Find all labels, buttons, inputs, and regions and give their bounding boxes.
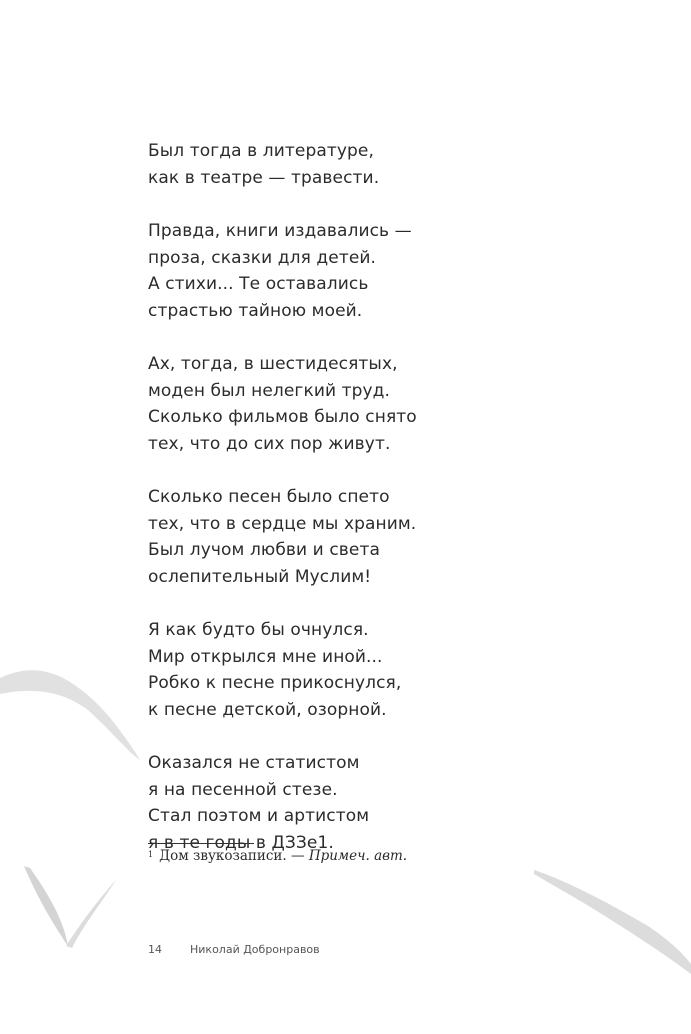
footnote-marker: 1 (148, 850, 154, 859)
poem-line: ослепительный Муслим! (148, 566, 372, 587)
stanza (148, 138, 668, 191)
footnote-divider (148, 843, 254, 844)
poem-line: Оказался не статистом (148, 753, 360, 773)
poem-line: Мир открылся мне иной... (148, 646, 383, 667)
poem-line: Робко к песне прикоснулся, (148, 673, 402, 693)
poem-line: тех, что до сих пор живут. (148, 433, 391, 454)
stanza (148, 351, 668, 457)
brush-stroke-right-decoration (530, 868, 691, 978)
poem (148, 138, 668, 883)
stanza (148, 218, 668, 324)
poem-line: Был лучом любви и света (148, 540, 380, 560)
poem-line: к песне детской, озорной. (148, 699, 387, 720)
poem-line: Сколько песен было спето (148, 487, 390, 507)
poem-line: страстью тайною моей. (148, 300, 363, 321)
page-footer (148, 943, 320, 956)
poem-line: А стихи... Те оставались (148, 274, 369, 294)
poem-line: Стал поэтом и артистом (148, 806, 370, 826)
poem-line: Ах, тогда, в шестидесятых, (148, 354, 398, 374)
stanza (148, 750, 668, 856)
running-author: Николай Добронравов (190, 943, 320, 956)
poem-line: Я как будто бы очнулся. (148, 620, 369, 640)
poem-line: моден был нелегкий труд. (148, 380, 391, 401)
poem-line: Был тогда в литературе, (148, 141, 374, 161)
poem-line: как в театре — травести. (148, 167, 380, 188)
footnote-text: Дом звукозаписи. — (159, 848, 309, 864)
footnote-note: Примеч. авт. (308, 848, 408, 864)
poem-line: Сколько фильмов было снято (148, 407, 417, 427)
brush-stroke-left-decoration (0, 660, 150, 780)
stanza (148, 484, 668, 590)
brush-stroke-v-decoration (20, 862, 120, 952)
poem-line: проза, сказки для детей. (148, 247, 377, 268)
poem-line: тех, что в сердце мы храним. (148, 513, 417, 534)
stanza (148, 617, 668, 723)
poem-line: я на песенной стезе. (148, 779, 338, 800)
poem-line: я в те годы в ДЗЗе1. (148, 832, 334, 853)
page-number: 14 (148, 943, 162, 956)
footnote (148, 848, 407, 864)
poem-line: Правда, книги издавались — (148, 221, 412, 241)
